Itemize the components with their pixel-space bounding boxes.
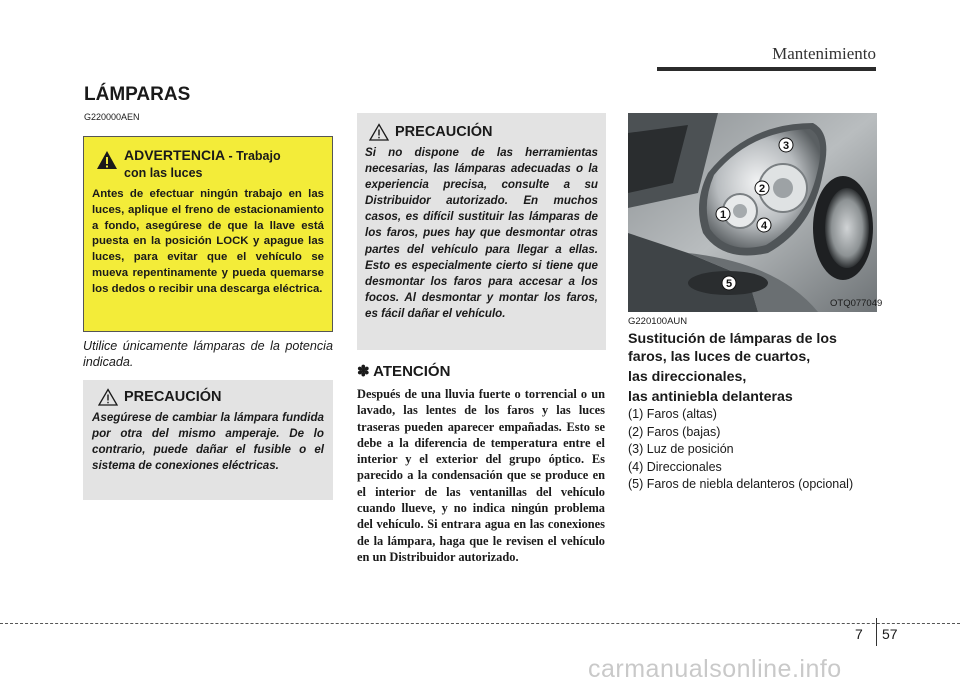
warning-box <box>83 136 333 332</box>
caution-triangle-icon <box>98 388 118 406</box>
list-item: (1) Faros (altas) <box>628 407 717 421</box>
bulb-list <box>628 406 888 494</box>
chapter-number: 7 <box>855 626 863 642</box>
warning-triangle-icon <box>96 150 118 170</box>
attention-title: ✽ ATENCIÓN <box>357 363 451 380</box>
running-header-title: Mantenimiento <box>772 44 876 63</box>
headlamp-photo <box>628 113 877 312</box>
wattage-note: Utilice únicamente lámparas de la potencia indicada. <box>83 339 333 369</box>
watermark[interactable]: carmanualsonline.info <box>588 655 842 683</box>
caution-box-fuse <box>83 380 333 500</box>
header-rule <box>657 67 876 71</box>
callout-2: 2 <box>758 183 766 195</box>
warning-body: Antes de efectuar ningún trabajo en las luces, aplique el freno de estacionamiento a fondo, asegúrese de que la llave está puesta en la posición LOCK y apague las luces, para evitar que el vehículo se mueva repentinamente y pueda quemarse los dedos o recibir una descarga eléctrica. <box>92 188 324 295</box>
list-item: (2) Faros (bajas) <box>628 424 721 439</box>
page-number: 57 <box>882 626 898 642</box>
footer-rule <box>0 623 960 624</box>
callout-1: 1 <box>719 209 727 221</box>
subsection-code: G220100AUN <box>628 316 688 327</box>
callout-3: 3 <box>782 140 790 152</box>
list-item: (5) Faros de niebla delanteros (opcional) <box>628 477 854 492</box>
caution-box-tools <box>357 113 606 350</box>
figure-code: OTQ077049 <box>830 298 883 309</box>
subsection-title: Sustitución de lámparas de los faros, las luces de cuartos, las direccionales, las antiniebla delanteras <box>628 331 837 405</box>
warning-title: ADVERTENCIA - Trabajo con las luces <box>124 147 281 180</box>
section-title: LÁMPARAS <box>84 84 191 105</box>
attention-body: Después de una lluvia fuerte o torrencial o un lavado, las lentes de los faros y las luces traseras pueden aparecer empañadas. Esto se debe a la diferencia de temperatura entre el interior y el exterior del grupo óptico. Es parecido a la condensación que se produce en el interior de las ventanillas del vehículo cuando llueve, y no indica ningún problema del vehículo. Si entrara agua en las conexiones de la lámpara, haga que le revisen el vehículo en un Distribuidor autorizado. <box>357 387 605 564</box>
section-code: G220000AEN <box>84 112 140 122</box>
caution-body: Si no dispone de las herramientas necesarias, las lámparas adecuadas o la experiencia precisa, consulte a su Distribuidor autorizado. En muchos casos, es difícil sustituir las lámparas de los faros, pues hay que desmontar otras partes del vehículo para llegar a ellas. Esto es especialmente cierto si tiene que desmontar los faros para accesar a los focos. Al desmontar y montar los faros, es fácil dañar el vehículo. <box>365 146 598 320</box>
callout-4: 4 <box>760 220 768 232</box>
caution-title: PRECAUCIÓN <box>124 389 222 405</box>
caution-title: PRECAUCIÓN <box>395 124 493 140</box>
callout-5: 5 <box>725 278 733 290</box>
page-number-divider <box>876 618 877 646</box>
caution-triangle-icon <box>369 123 389 141</box>
list-item: (3) Luz de posición <box>628 442 734 457</box>
caution-body: Asegúrese de cambiar la lámpara fundida por otra del mismo amperaje. De lo contrario, puede dañar el fusible o el sistema de conexiones eléctricas. <box>92 411 324 473</box>
list-item: (4) Direccionales <box>628 459 722 474</box>
